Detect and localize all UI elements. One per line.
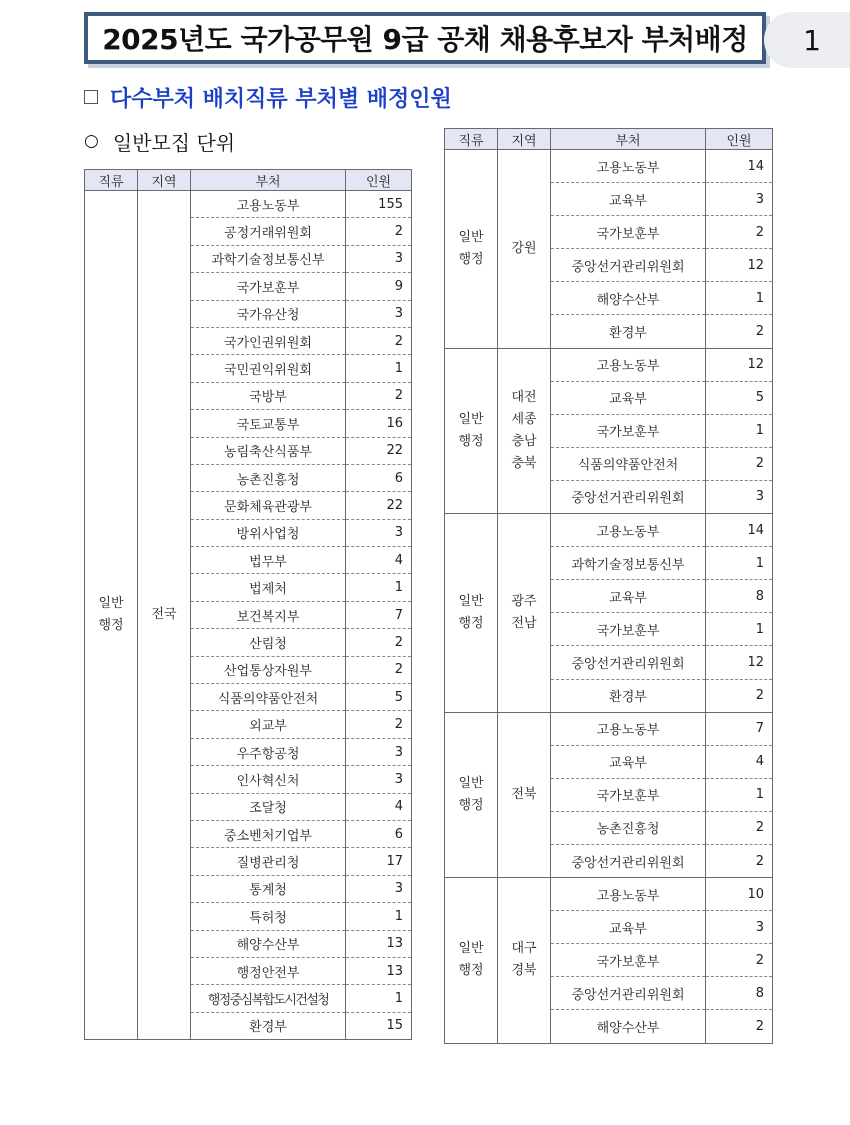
dept-cell: 고용노동부 (191, 191, 346, 218)
dept-cell: 교육부 (551, 381, 706, 414)
dept-cell: 방위사업청 (191, 519, 346, 546)
count-cell: 7 (346, 601, 412, 628)
count-cell: 3 (346, 875, 412, 902)
region-cell: 전국 (138, 191, 191, 1040)
count-cell: 1 (706, 414, 773, 447)
dept-cell: 중앙선거관리위원회 (551, 249, 706, 282)
dept-cell: 교육부 (551, 183, 706, 216)
count-cell: 13 (346, 930, 412, 957)
count-cell: 8 (706, 580, 773, 613)
dept-cell: 국가보훈부 (551, 613, 706, 646)
dept-cell: 질병관리청 (191, 848, 346, 875)
count-cell: 2 (706, 1010, 773, 1043)
count-cell: 12 (706, 646, 773, 679)
count-cell: 3 (346, 738, 412, 765)
table-header-row (85, 170, 412, 191)
dept-cell: 환경부 (551, 315, 706, 348)
dept-cell: 산업통상자원부 (191, 656, 346, 683)
dept-cell: 법무부 (191, 547, 346, 574)
count-cell: 3 (706, 911, 773, 944)
count-cell: 2 (706, 811, 773, 844)
page-number: 1 (764, 12, 850, 68)
dept-cell: 국가보훈부 (551, 216, 706, 249)
dept-cell: 인사혁신처 (191, 766, 346, 793)
job-cell: 일반 행정 (85, 191, 138, 1040)
count-cell: 1 (346, 903, 412, 930)
count-cell: 2 (346, 711, 412, 738)
count-cell: 14 (706, 514, 773, 547)
count-cell: 155 (346, 191, 412, 218)
count-cell: 22 (346, 492, 412, 519)
dept-cell: 중앙선거관리위원회 (551, 977, 706, 1010)
count-cell: 14 (706, 150, 773, 183)
count-cell: 15 (346, 1012, 412, 1039)
count-cell: 1 (706, 282, 773, 315)
job-cell: 일반 행정 (445, 878, 498, 1043)
dept-cell: 농촌진흥청 (191, 464, 346, 491)
dept-cell: 환경부 (191, 1012, 346, 1039)
region-cell: 광주 전남 (498, 514, 551, 713)
regional-allocation-table (444, 128, 773, 1044)
count-cell: 9 (346, 273, 412, 300)
count-cell: 2 (706, 679, 773, 712)
table-row (445, 150, 773, 183)
count-cell: 2 (706, 844, 773, 877)
dept-cell: 교육부 (551, 745, 706, 778)
dept-cell: 해양수산부 (551, 282, 706, 315)
count-cell: 2 (706, 447, 773, 480)
dept-cell: 특허청 (191, 903, 346, 930)
dept-cell: 보건복지부 (191, 601, 346, 628)
table-row (445, 878, 773, 911)
dept-cell: 교육부 (551, 911, 706, 944)
dept-cell: 식품의약품안전처 (551, 447, 706, 480)
count-cell: 3 (346, 300, 412, 327)
count-cell: 3 (346, 766, 412, 793)
dept-cell: 국방부 (191, 382, 346, 409)
header-region: 지역 (498, 129, 551, 150)
job-cell: 일반 행정 (445, 348, 498, 513)
dept-cell: 법제처 (191, 574, 346, 601)
dept-cell: 행정안전부 (191, 957, 346, 984)
dept-cell: 중앙선거관리위원회 (551, 480, 706, 513)
job-cell: 일반 행정 (445, 712, 498, 877)
job-cell: 일반 행정 (445, 514, 498, 713)
count-cell: 1 (706, 613, 773, 646)
count-cell: 3 (346, 245, 412, 272)
dept-cell: 공정거래위원회 (191, 218, 346, 245)
dept-cell: 우주항공청 (191, 738, 346, 765)
dept-cell: 고용노동부 (551, 150, 706, 183)
count-cell: 2 (346, 382, 412, 409)
dept-cell: 과학기술정보통신부 (191, 245, 346, 272)
subheading (84, 126, 235, 156)
header-dept: 부처 (191, 170, 346, 191)
count-cell: 3 (706, 480, 773, 513)
square-bullet-icon (84, 90, 98, 104)
dept-cell: 환경부 (551, 679, 706, 712)
dept-cell: 교육부 (551, 580, 706, 613)
count-cell: 13 (346, 957, 412, 984)
count-cell: 10 (706, 878, 773, 911)
count-cell: 7 (706, 712, 773, 745)
dept-cell: 국가보훈부 (191, 273, 346, 300)
count-cell: 12 (706, 249, 773, 282)
count-cell: 3 (706, 183, 773, 216)
count-cell: 1 (706, 778, 773, 811)
count-cell: 22 (346, 437, 412, 464)
header-count: 인원 (346, 170, 412, 191)
count-cell: 8 (706, 977, 773, 1010)
count-cell: 1 (346, 355, 412, 382)
dept-cell: 국가유산청 (191, 300, 346, 327)
header-count: 인원 (706, 129, 773, 150)
count-cell: 2 (706, 944, 773, 977)
count-cell: 2 (346, 218, 412, 245)
dept-cell: 식품의약품안전처 (191, 684, 346, 711)
dept-cell: 고용노동부 (551, 878, 706, 911)
dept-cell: 과학기술정보통신부 (551, 547, 706, 580)
dept-cell: 해양수산부 (551, 1010, 706, 1043)
dept-cell: 농촌진흥청 (551, 811, 706, 844)
count-cell: 2 (706, 216, 773, 249)
regional-table-body (445, 150, 773, 1044)
header-dept: 부처 (551, 129, 706, 150)
table-row (445, 348, 773, 381)
dept-cell: 산림청 (191, 629, 346, 656)
count-cell: 4 (706, 745, 773, 778)
dept-cell: 국토교통부 (191, 410, 346, 437)
count-cell: 17 (346, 848, 412, 875)
count-cell: 3 (346, 519, 412, 546)
page-title: 2025년도 국가공무원 9급 공채 채용후보자 부처배정 (84, 12, 766, 64)
count-cell: 1 (706, 547, 773, 580)
dept-cell: 농림축산식품부 (191, 437, 346, 464)
dept-cell: 국가보훈부 (551, 778, 706, 811)
count-cell: 5 (706, 381, 773, 414)
header-job: 직류 (445, 129, 498, 150)
region-cell: 전북 (498, 712, 551, 877)
region-cell: 대전 세종 충남 충북 (498, 348, 551, 513)
dept-cell: 고용노동부 (551, 348, 706, 381)
count-cell: 4 (346, 793, 412, 820)
count-cell: 16 (346, 410, 412, 437)
subheading-text: 일반모집 단위 (112, 130, 236, 155)
nationwide-allocation-table (84, 169, 412, 1040)
count-cell: 6 (346, 820, 412, 847)
dept-cell: 고용노동부 (551, 514, 706, 547)
dept-cell: 국민권익위원회 (191, 355, 346, 382)
count-cell: 12 (706, 348, 773, 381)
nationwide-table-body (85, 191, 412, 1040)
section-heading (84, 80, 452, 114)
count-cell: 1 (346, 985, 412, 1012)
dept-cell: 중앙선거관리위원회 (551, 844, 706, 877)
count-cell: 2 (706, 315, 773, 348)
dept-cell: 국가인권위원회 (191, 327, 346, 354)
dept-cell: 외교부 (191, 711, 346, 738)
count-cell: 2 (346, 656, 412, 683)
table-header-row (445, 129, 773, 150)
dept-cell: 통계청 (191, 875, 346, 902)
dept-cell: 고용노동부 (551, 712, 706, 745)
dept-cell: 조달청 (191, 793, 346, 820)
dept-cell: 국가보훈부 (551, 944, 706, 977)
dept-cell: 문화체육관광부 (191, 492, 346, 519)
count-cell: 2 (346, 327, 412, 354)
table-row (445, 712, 773, 745)
dept-cell: 국가보훈부 (551, 414, 706, 447)
dept-cell: 행정중심복합도시건설청 (191, 985, 346, 1012)
dept-cell: 해양수산부 (191, 930, 346, 957)
header-job: 직류 (85, 170, 138, 191)
region-cell: 강원 (498, 150, 551, 349)
count-cell: 6 (346, 464, 412, 491)
table-row (445, 514, 773, 547)
job-cell: 일반 행정 (445, 150, 498, 349)
dept-cell: 중앙선거관리위원회 (551, 646, 706, 679)
region-cell: 대구 경북 (498, 878, 551, 1043)
header-region: 지역 (138, 170, 191, 191)
table-row (85, 191, 412, 218)
count-cell: 4 (346, 547, 412, 574)
dept-cell: 중소벤처기업부 (191, 820, 346, 847)
section-heading-text: 다수부처 배치직류 부처별 배정인원 (110, 86, 452, 112)
count-cell: 2 (346, 629, 412, 656)
count-cell: 5 (346, 684, 412, 711)
circle-bullet-icon: ○ (84, 131, 99, 151)
count-cell: 1 (346, 574, 412, 601)
